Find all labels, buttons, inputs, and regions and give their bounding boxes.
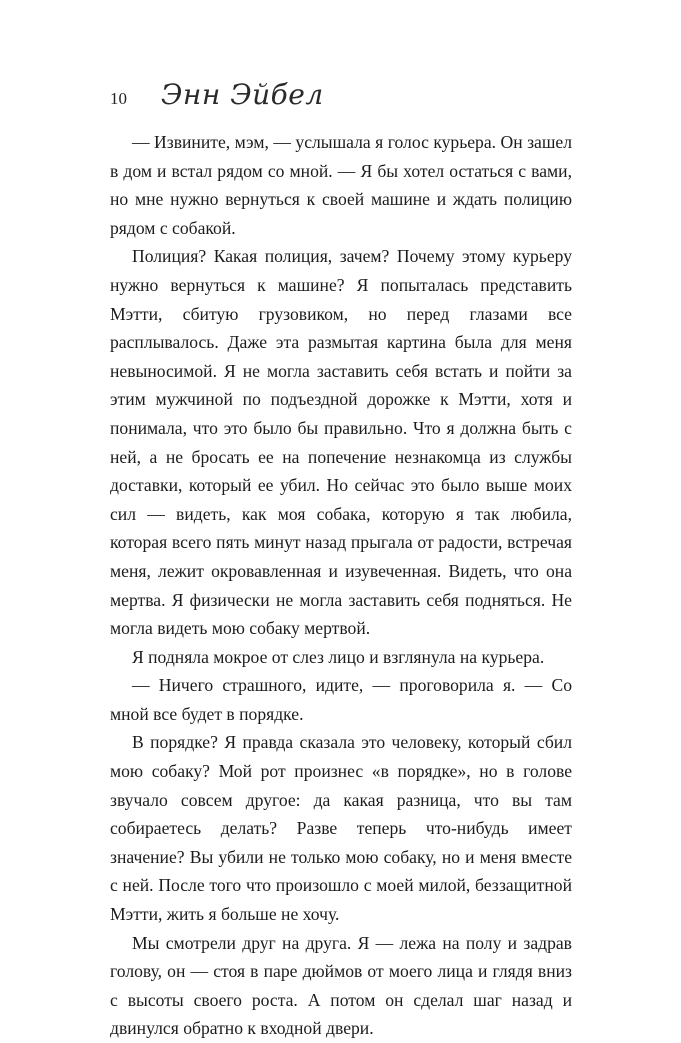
body-text bbox=[110, 128, 572, 1043]
paragraph: — Ничего страшного, идите, — проговорила я. — Со мной все будет в порядке. bbox=[110, 675, 572, 724]
paragraph: — Извините, мэм, — услышала я голос курьера. Он зашел в дом и встал рядом со мной. — Я бы хотел остаться с вами, но мне нужно вернуться к своей машине и ждать полицию рядом с собакой. bbox=[110, 132, 572, 238]
paragraph: Я подняла мокрое от слез лицо и взглянула на курьера. bbox=[132, 646, 545, 667]
running-head bbox=[110, 78, 324, 111]
page-number: 10 bbox=[110, 89, 127, 108]
paragraph: Мы смотрели друг на друга. Я — лежа на полу и задрав голову, он — стоя в паре дюймов от моего лица и глядя вниз с высоты своего роста. А потом он сделал шаг назад и двинулся обратно к входной двери. bbox=[110, 932, 572, 1039]
paragraph: Полиция? Какая полиция, зачем? Почему этому курьеру нужно вернуться к машине? Я попыталась представить Мэтти, сбитую грузовиком, но перед глазами все расплывалось. Даже эта размытая картина была для меня невыносимой. Я не могла заставить себя встать и пойти за этим мужчиной по подъездной дорожке к Мэтти, хотя и понимала, что это было бы правильно. Что я должна быть с ней, а не бросать ее на попечение незнакомца из службы доставки, который ее убил. Но сейчас это было выше моих сил — видеть, как моя собака, которую я так любила, которая всего пять минут назад прыгала от радости, встречая меня, лежит окровавленная и изувеченная. Видеть, что она мертва. Я физически не могла заставить себя подняться. Не могла видеть мою собаку мертвой. bbox=[110, 246, 572, 639]
paragraph: В порядке? Я правда сказала это человеку, который сбил мою собаку? Мой рот произнес «в порядке», но в голове звучало совсем другое: да какая разница, что вы там собираетесь делать? Разве теперь что-нибудь имеет значение? Вы убили не только мою собаку, но и меня вместе с ней. После того что произошло с моей милой, беззащитной Мэтти, жить я больше не хочу. bbox=[110, 732, 572, 925]
author-name: Энн Эйбел bbox=[161, 78, 324, 111]
